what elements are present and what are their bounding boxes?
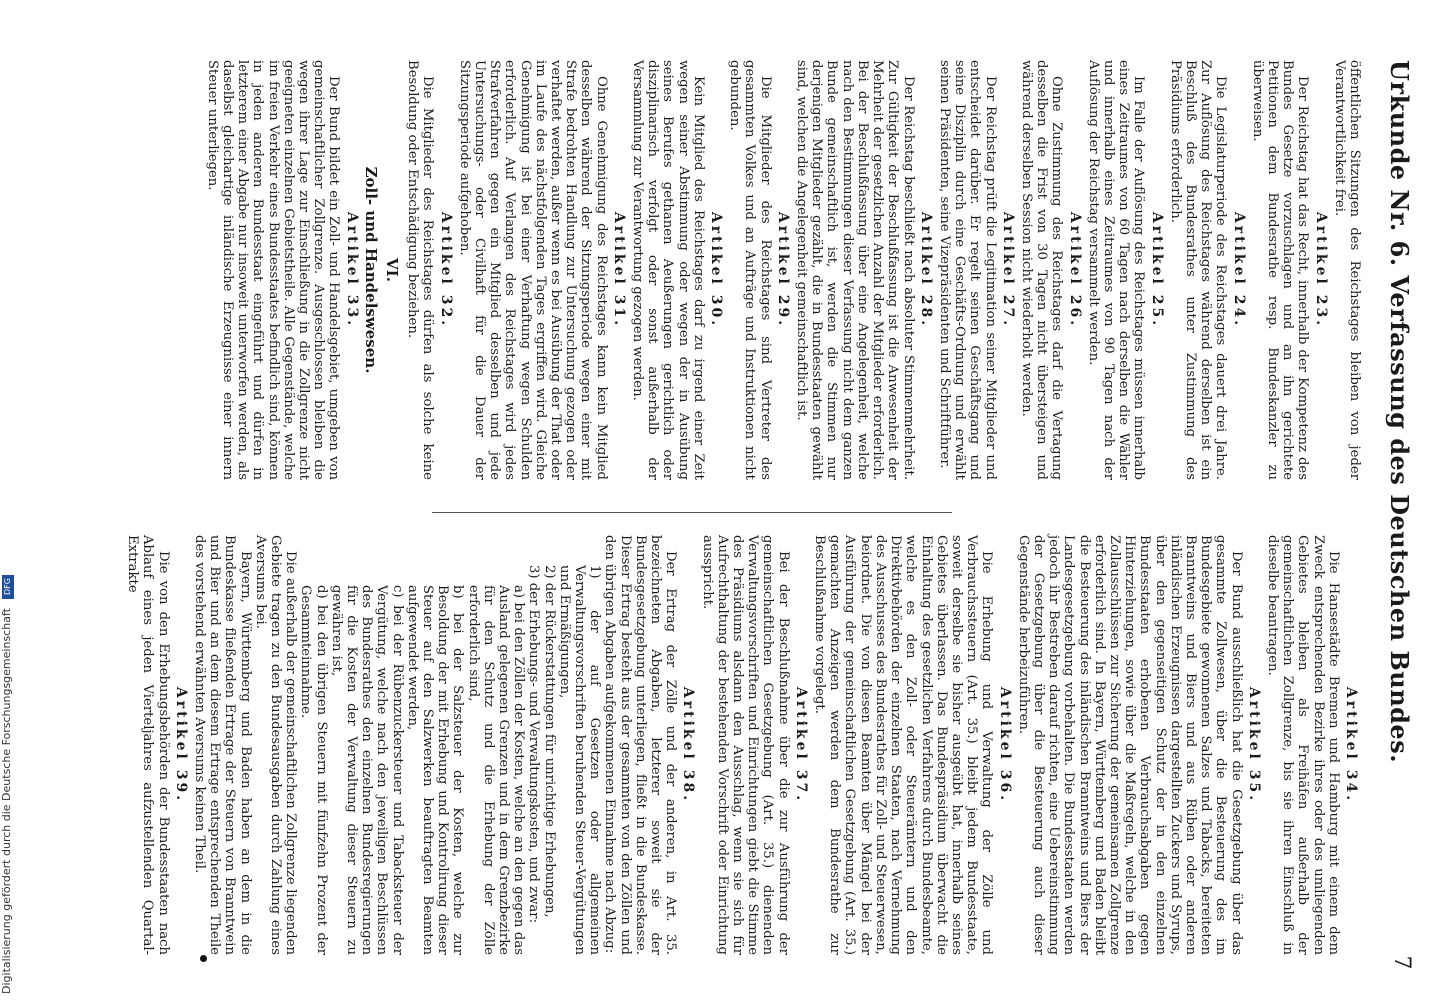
article-heading: Artikel 25. bbox=[1148, 211, 1165, 329]
article-heading: Artikel 35. bbox=[1245, 686, 1262, 804]
article-heading: Artikel 38. bbox=[680, 686, 697, 804]
paragraph: Der Ertrag der Zölle und der anderen, in Art. 35. bezeichneten Abgaben, letzterer soweit sie der Bundesgesetzgebung unterliegen, fließt in die Bundeskasse. Dieser Ertrag besteht aus der gesammten von den Zöllen und den übrigen Abgaben aufgekommenen Einnahme nach Abzug: bbox=[602, 535, 679, 955]
paragraph: Ohne Zustimmung des Reichstages darf die Vertagung desselben die Frist von 30 Tagen nicht übersteigen und während derselben Session nicht wiederholt werden. bbox=[1018, 60, 1065, 480]
paragraph: Ohne Genehmigung des Reichstages kann kein Mitglied desselben während der Sitzungsperiode wegen einer mit Strafe bedrohten Handlung zur Untersuchung gezogen oder verhaftet werden, außer wenn es bei Ausübung der That oder im Laufe des nächstfolgenden Tages ergriffen wird. Gleiche Genehmigung ist bei einer Verhaftung wegen Schulden erforderlich. Auf Verlangen des Reichstages wird jedes Strafverfahren gegen ein Mitglied desselben und jede Untersuchungs- oder Civilhaft für die Dauer der Sitzungsperiode aufgehoben. bbox=[456, 60, 609, 480]
page-header bbox=[1374, 60, 1414, 970]
right-column bbox=[125, 535, 1362, 955]
article-heading: Artikel 29. bbox=[774, 211, 791, 329]
article-heading: Artikel 34. bbox=[1343, 686, 1359, 804]
list-item: 2) der Rückerstattungen für unrichtige Erhebungen, bbox=[541, 565, 557, 918]
list-item: d) bei den übrigen Steuern mit fünfzehn Prozent der Gesammteinnahme. bbox=[298, 585, 329, 955]
column-divider bbox=[432, 512, 952, 513]
article-heading: Artikel 36. bbox=[996, 686, 1013, 804]
paragraph: Die von den Erhebungsbehörden der Bundesstaaten nach Ablauf eines jeden Vierteljahres aufzustellenden Quartal-Extrakte bbox=[125, 535, 171, 955]
digitization-footer bbox=[0, 575, 14, 994]
article-heading: Artikel 24. bbox=[1230, 211, 1247, 329]
article-heading: Artikel 30. bbox=[708, 211, 725, 329]
list-item: a) bei den Zöllen der Kosten, welche an den gegen das Ausland gelegenen Grenzen und in dem Grenzbezirke für den Schutz und die Erhebung der Zölle erforderlich sind, bbox=[465, 585, 527, 955]
paragraph: Bayern, Württemberg und Baden haben an dem in die Bundeskasse fließenden Ertrage der Steuern von Branntwein und Bier und an dem diesem Ertrage entsprechenden Theile des vorstehend erwähnten Aversums keinen Theil. bbox=[191, 535, 253, 955]
deduction-list bbox=[298, 535, 602, 955]
paragraph: Der Bund bildet ein Zoll- und Handelsgebiet, umgeben von gemeinschaftlicher Zollgrenze. Ausgeschlossen bleiben die wegen ihrer Lage zur Einschließung in die Zollgrenze nicht geeigneten einzelnen Gebietstheile. Alle Gegenstände, welche im freien Verkehr eines Bundesstaates befindlich sind, können in jeden anderen Bundesstaat eingeführt und dürfen in letzterem einer Abgabe nur insoweit unterworfen werden, als daselbst gleichartige inländische Erzeugnisse einer innern Steuer unterliegen. bbox=[204, 60, 342, 480]
list-item: 3) der Erhebungs- und Verwaltungskosten, und zwar: bbox=[526, 565, 542, 924]
left-column bbox=[205, 60, 1362, 480]
list-item: 1) der auf Gesetzen oder allgemeinen Verwaltungsvorschriften beruhenden Steuer-Vergütungen und Ermäßigungen, bbox=[556, 565, 603, 955]
article-heading: Artikel 32. bbox=[437, 211, 454, 329]
list-item: b) bei der Salzsteuer der Kosten, welche zur Besoldung der mit Erhebung und Kontrolirung dieser Steuer auf den Salzwerken beauftragten Beamten aufgewendet werden, bbox=[404, 585, 466, 955]
paragraph: Die Mitglieder des Reichstages dürfen als solche keine Besoldung oder Entschädigung beziehen. bbox=[405, 60, 436, 480]
article-heading: Artikel 39. bbox=[172, 686, 189, 804]
paragraph: Die Legislaturperiode des Reichstages dauert drei Jahre. Zur Auflösung des Reichstages während derselben ist ein Beschluß des Bundesrathes unter Zustimmung des Präsidiums erforderlich. bbox=[1167, 60, 1229, 480]
article-heading: Artikel 33. bbox=[343, 211, 360, 329]
article-heading: Artikel 27. bbox=[999, 211, 1016, 329]
article-heading: Artikel 23. bbox=[1312, 211, 1329, 329]
paragraph: Die außerhalb der gemeinschaftlichen Zollgrenze liegenden Gebiete tragen zu den Bundesausgaben durch Zahlung eines Aversums bei. bbox=[252, 535, 299, 955]
article-heading: Artikel 26. bbox=[1066, 211, 1083, 329]
paragraph: Der Reichstag prüft die Legitimation seiner Mitglieder und entscheidet darüber. Er regelt seinen Geschäftsgang und seine Disziplin durch eine Geschäfts-Ordnung und erwählt seinen Präsidenten, seine Vizepräsidenten und Schriftführer. bbox=[936, 60, 998, 480]
section-title: Zoll- und Handelswesen. bbox=[361, 166, 380, 374]
page-number: 7 bbox=[1389, 955, 1414, 970]
paragraph: Der Reichstag hat das Recht, innerhalb der Kompetenz des Bundes Gesetze vorzuschlagen und an ihn gerichtete Petitionen dem Bundesrathe resp. Bundeskanzler zu überweisen. bbox=[1249, 60, 1311, 480]
footer-text: Digitalisierung gefördert durch die Deutsche Forschungsgemeinschaft bbox=[0, 608, 13, 994]
paragraph: Die Mitglieder des Reichstages sind Vertreter des gesammten Volkes und an Aufträge und Instruktionen nicht gebunden. bbox=[727, 60, 773, 480]
article-heading: Artikel 37. bbox=[792, 686, 809, 804]
paragraph: Im Falle der Auflösung des Reichstages müssen innerhalb eines Zeitraumes von 60 Tagen nach derselben die Wähler und innerhalb eines Zeitraumes von 90 Tagen nach der Auflösung der Reichstag versammelt werden. bbox=[1085, 60, 1147, 480]
paragraph: Die Erhebung und Verwaltung der Zölle und Verbrauchssteuern (Art. 35.) bleibt jedem Bundesstaate, soweit derselbe sie bisher ausgeübt hat, innerhalb seines Gebietes überlassen. Das Bundespräsidium überwacht die Einhaltung des gesetzlichen Verfahrens durch Bundesbeamte, welche es den Zoll- oder Steuerämtern und den Direktivbehörden der einzelnen Staaten, nach Vernehmung des Ausschusses des Bundesrathes für Zoll- und Steuerwesen, beiordnet. Die von diesen Beamten über Mängel bei der Ausführung der gemeinschaftlichen Gesetzgebung (Art. 35.) gemachten Anzeigen werden dem Bundesrathe zur Beschlußnahme vorgelegt. bbox=[812, 535, 995, 955]
article-heading: Artikel 31. bbox=[610, 211, 627, 329]
section-number: VI. bbox=[383, 258, 402, 282]
list-item: c) bei der Rübenzuckersteuer und Tabacksteuer der Vergütung, welche nach den jeweiligen Beschlüssen des Bundesrathes den einzelnen Bundesregierungen für die Kosten der Verwaltung dieser Steuern zu gewähren ist, bbox=[328, 585, 405, 955]
paragraph: Die Hansestädte Bremen und Hamburg mit einem dem Zweck entsprechenden Bezirke ihres oder des umliegenden Gebietes bleiben als Freihäfen außerhalb der gemeinschaftlichen Zollgrenze, bis sie ihren Einschluß in dieselbe beantragen. bbox=[1264, 535, 1341, 955]
page-title: Urkunde Nr. 6. Verfassung des Deutschen Bundes. bbox=[1385, 60, 1414, 764]
paragraph: öffentlichen Sitzungen des Reichstages bleiben von jeder Verantwortlichkeit frei. bbox=[1331, 60, 1362, 480]
dfg-logo: DFG bbox=[2, 575, 14, 599]
ink-dot bbox=[200, 955, 207, 962]
paragraph: Der Reichstag beschließt nach absoluter Stimmenmehrheit. Zur Gültigkeit der Beschlußfassung ist die Anwesenheit der Mehrheit der gesetzlichen Anzahl der Mitglieder erforderlich. Bei der Beschlußfassung über eine Angelegenheit, welche nach den Bestimmungen dieser Verfassung nicht dem ganzen Bunde gemeinschaftlich ist, werden die Stimmen nur derjenigen Mitglieder gezählt, die in Bundesstaaten gewählt sind, welchen die Angelegenheit gemeinschaftlich ist. bbox=[794, 60, 916, 480]
article-heading: Artikel 28. bbox=[917, 211, 934, 329]
paragraph: Der Bund ausschließlich hat die Gesetzgebung über das gesammte Zollwesen, über die Besteuerung des im Bundesgebiete gewonnenen Salzes und Tabacks, bereiteten Branntweins und Biers und aus Rüben oder anderen inländischen Erzeugnissen dargestellten Zuckers und Syrups, über den gegenseitigen Schutz der in den einzelnen Bundesstaaten erhobenen Verbrauchsabgaben gegen Hinterziehungen, sowie über die Maßregeln, welche in den Zollausschlüssen zur Sicherung der gemeinsamen Zollgrenze erforderlich sind. In Bayern, Württemberg und Baden bleibt die Besteuerung des inländischen Branntweins und Biers der Landesgesetzgebung vorbehalten. Die Bundesstaaten werden jedoch ihr Bestreben darauf richten, eine Uebereinstimmung der Gesetzgebung über die Besteuerung auch dieser Gegenstände herbeizuführen. bbox=[1015, 535, 1244, 955]
paragraph: Bei der Beschlußnahme über die zur Ausführung der gemeinschaftlichen Gesetzgebung (Art. 35.) dienenden Verwaltungsvorschriften und Einrichtungen giebt die Stimme des Präsidiums alsdann den Ausschlag, wenn sie sich für Aufrechthaltung der bestehenden Vorschrift oder Einrichtung ausspricht. bbox=[699, 535, 791, 955]
paragraph: Kein Mitglied des Reichstages darf zu irgend einer Zeit wegen seiner Abstimmung oder wegen der in Ausübung seines Berufes gethanen Aeußerungen gerichtlich oder disziplinarisch verfolgt oder sonst außerhalb der Versammlung zur Verantwortung gezogen werden. bbox=[630, 60, 706, 480]
